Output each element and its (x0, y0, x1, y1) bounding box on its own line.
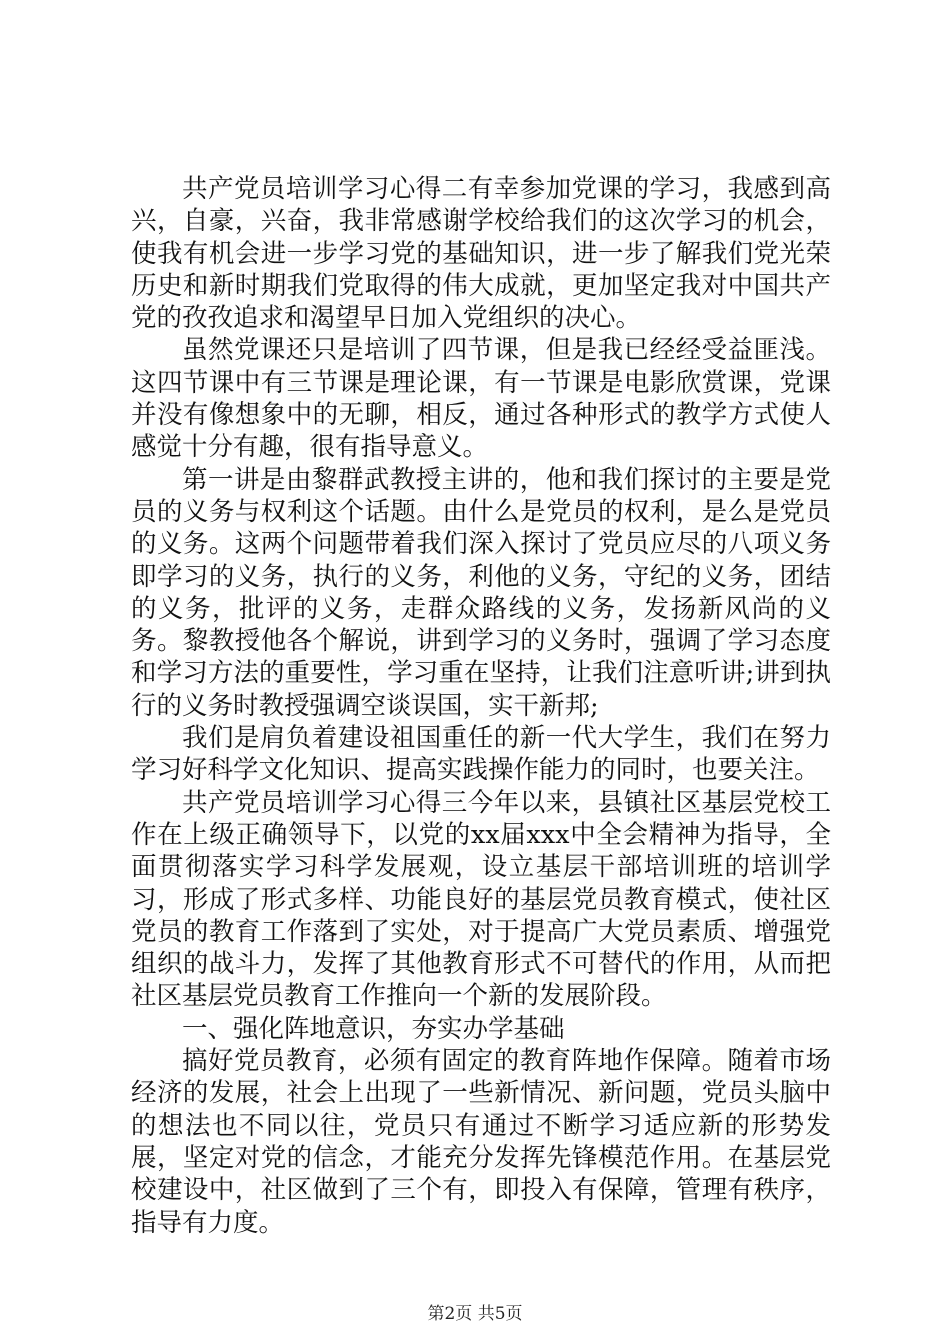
paragraph-3: 第一讲是由黎群武教授主讲的，他和我们探讨的主要是党员的义务与权利这个话题。由什么是党员的权利，是么是党员的义务。这两个问题带着我们深入探讨了党员应尽的八项义务即学习的义务，执行的义务，利他的义务，守纪的义务，团结的义务，批评的义务，走群众路线的义务，发扬新风尚的义务。黎教授他各个解说，讲到学习的义务时，强调了学习态度和学习方法的重要性，学习重在坚持，让我们注意听讲;讲到执行的义务时教授强调空谈误国，实干新邦; (131, 464, 831, 721)
paragraph-4: 我们是肩负着建设祖国重任的新一代大学生，我们在努力学习好科学文化知识、提高实践操作能力的同时，也要关注。 (131, 723, 831, 786)
paragraph-6: 搞好党员教育，必须有固定的教育阵地作保障。随着市场经济的发展，社会上出现了一些新情况、新问题，党员头脑中的想法也不同以往，党员只有通过不断学习适应新的形势发展，坚定对党的信念，才能充分发挥先锋模范作用。在基层党校建设中，社区做到了三个有，即投入有保障，管理有秩序，指导有力度。 (131, 1046, 831, 1238)
paragraph-5: 共产党员培训学习心得三今年以来，县镇社区基层党校工作在上级正确领导下，以党的xx届xxx中全会精神为指导，全面贯彻落实学习科学发展观，设立基层干部培训班的培训学习，形成了形式多样、功能良好的基层党员教育模式，使社区党员的教育工作落到了实处，对于提高广大党员素质、增强党组织的战斗力，发挥了其他教育形式不可替代的作用，从而把社区基层党员教育工作推向一个新的发展阶段。 (131, 787, 831, 1012)
page-number-footer: 第2页 共5页 (427, 1304, 523, 1324)
section-heading: 一、强化阵地意识，夯实办学基础 (182, 1013, 565, 1044)
paragraph-2: 虽然党课还只是培训了四节课，但是我已经经受益匪浅。这四节课中有三节课是理论课，有一节课是电影欣赏课，党课并没有像想象中的无聊，相反，通过各种形式的教学方式使人感觉十分有趣，很有指导意义。 (131, 335, 831, 463)
document-body (131, 173, 831, 1239)
paragraph-1: 共产党员培训学习心得二有幸参加党课的学习，我感到高兴，自豪，兴奋，我非常感谢学校给我们的这次学习的机会，使我有机会进一步学习党的基础知识，进一步了解我们党光荣历史和新时期我们党取得的伟大成就，更加坚定我对中国共产党的孜孜追求和渴望早日加入党组织的决心。 (131, 174, 831, 334)
